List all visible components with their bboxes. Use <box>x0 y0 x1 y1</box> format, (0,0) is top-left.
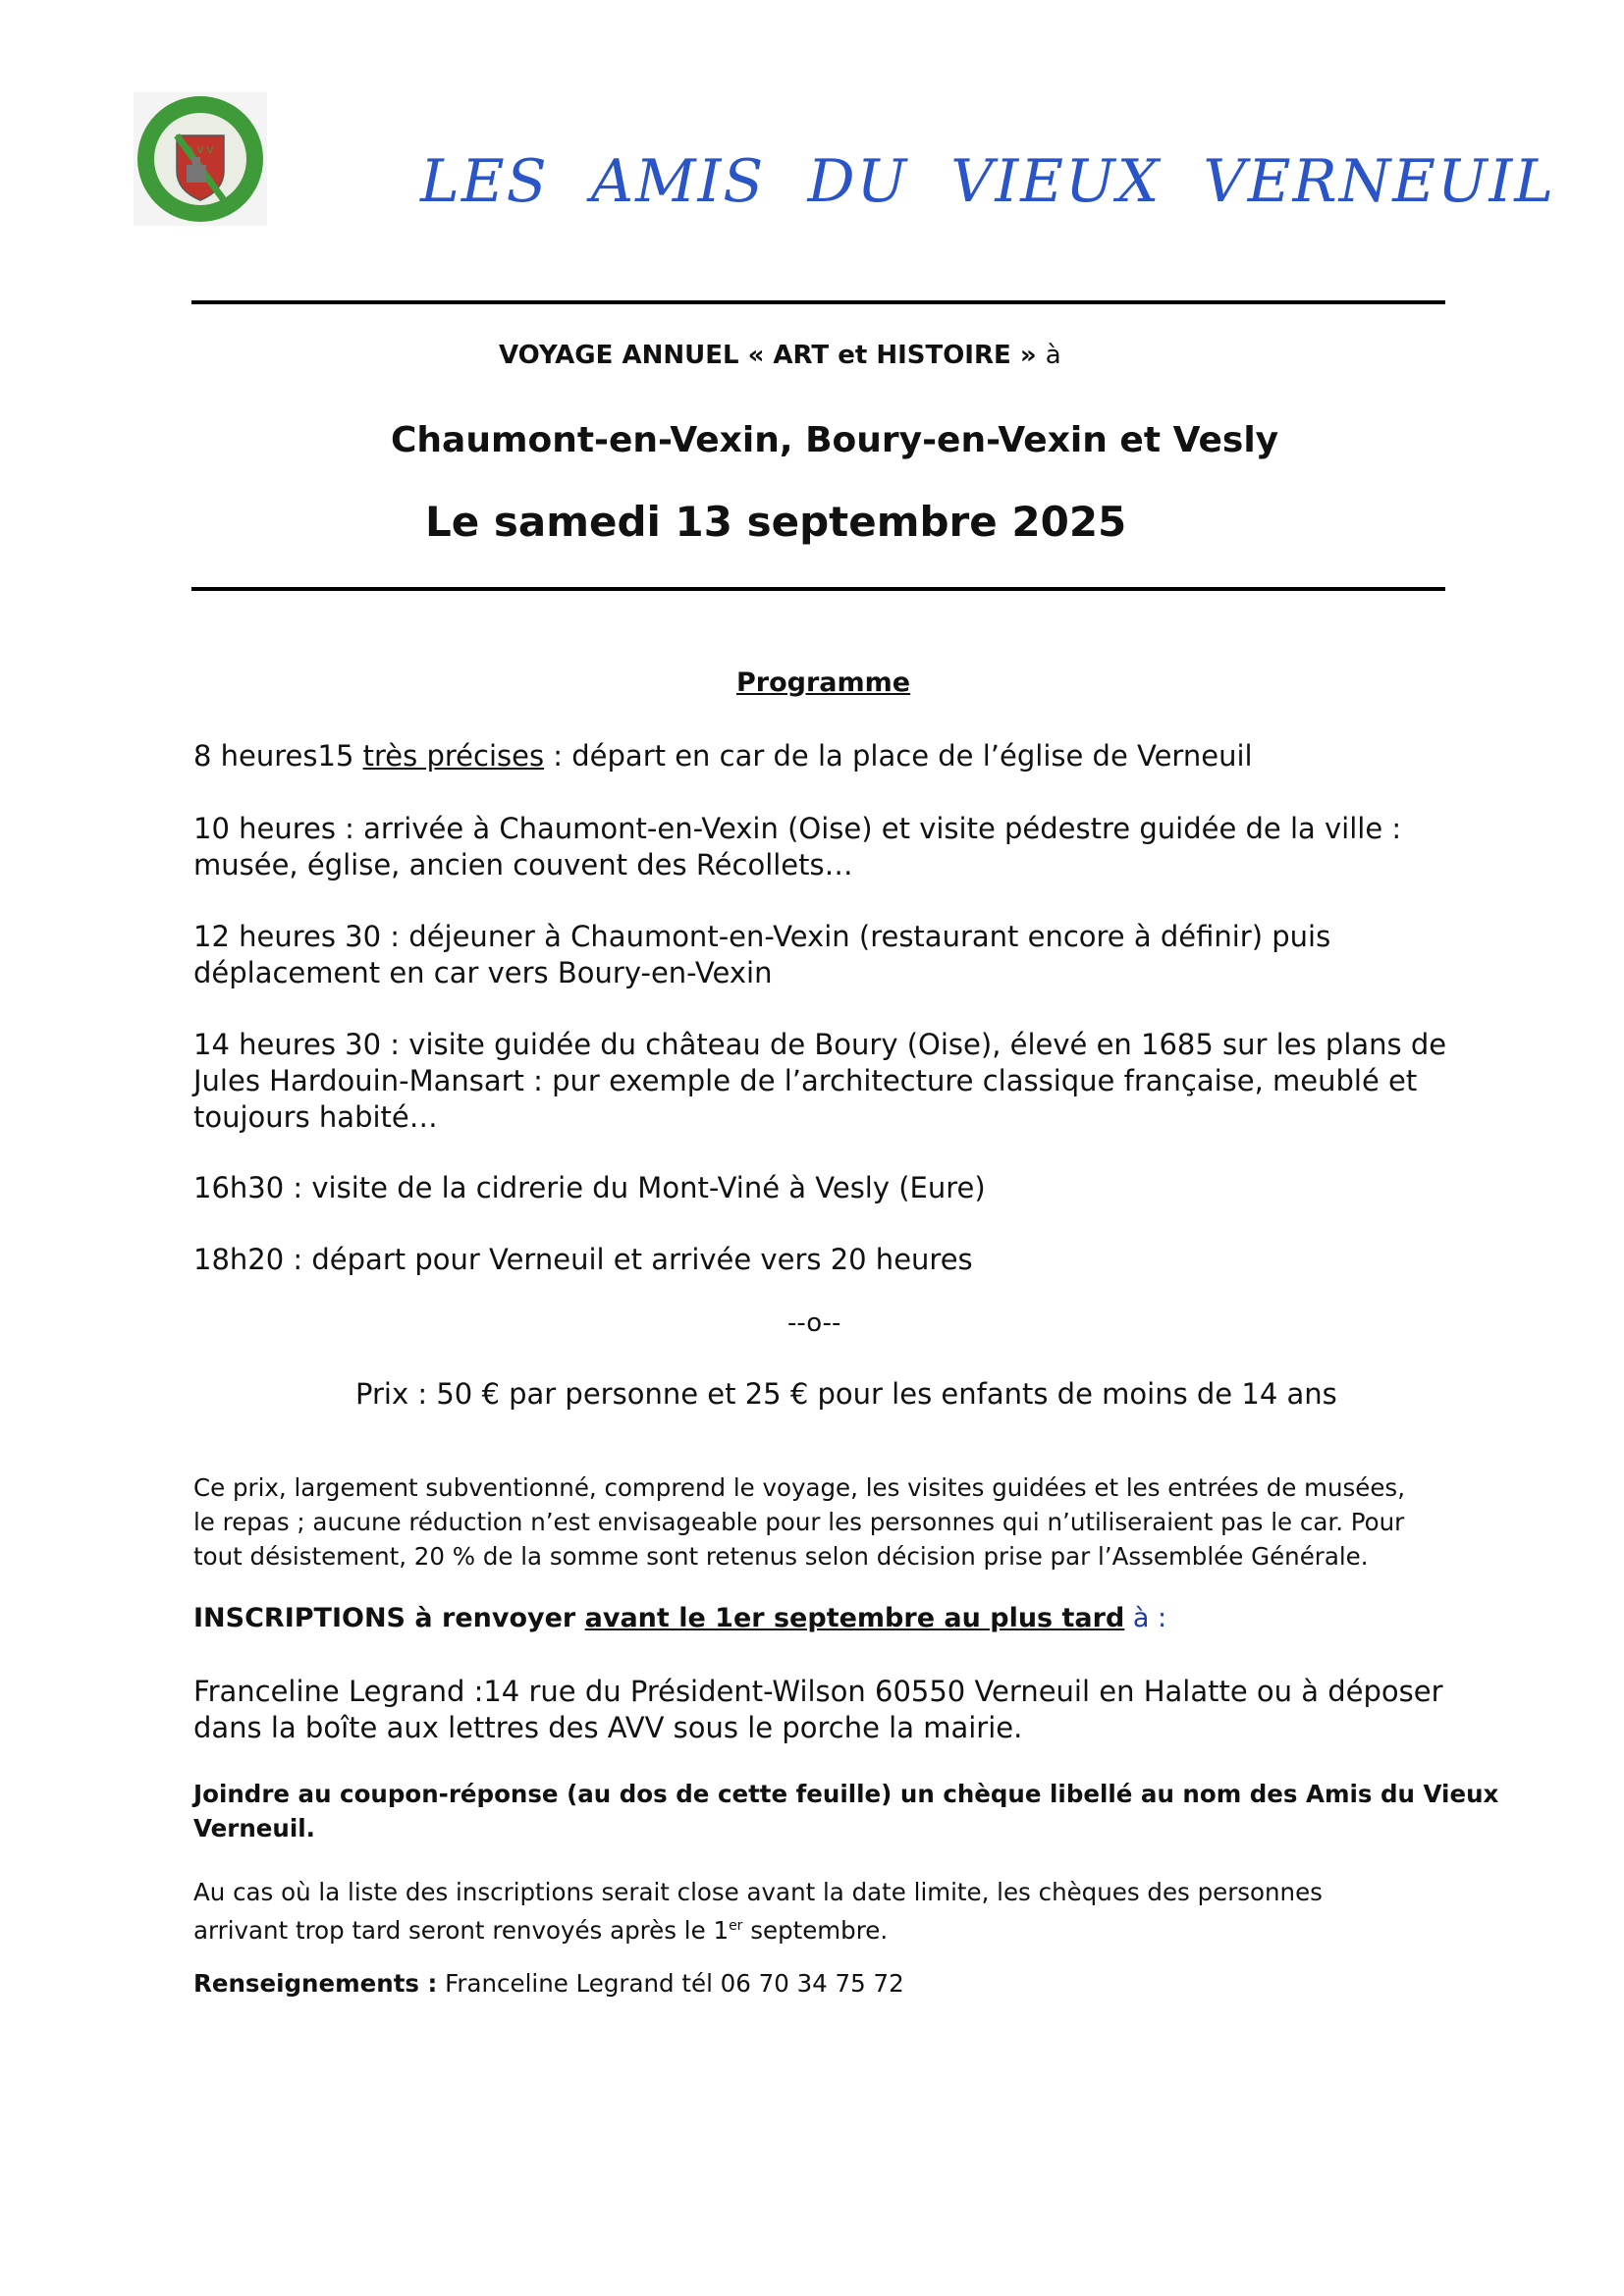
contact-info <box>193 1969 904 1998</box>
item-line: 10 heures : arrivée à Chaumont-en-Vexin (Oise) et visite pédestre guidée de la ville : <box>193 812 1402 845</box>
item-line: toujours habité… <box>193 1100 438 1134</box>
address-line: dans la boîte aux lettres des AVV sous le porche la mairie. <box>193 1711 1023 1744</box>
programme-item-lunch <box>193 919 1330 991</box>
programme-heading: Programme <box>736 667 911 698</box>
item-line: déplacement en car vers Boury-en-Vexin <box>193 956 773 989</box>
payment-instructions <box>193 1777 1498 1845</box>
payment-line: Joindre au coupon-réponse (au dos de cette feuille) un chèque libellé au nom des Amis du Vieux <box>193 1780 1499 1808</box>
programme-item-boury <box>193 1027 1446 1136</box>
price-line: Prix : 50 € par personne et 25 € pour les enfants de moins de 14 ans <box>355 1377 1337 1411</box>
programme-item-chaumont <box>193 811 1401 883</box>
inscriptions-line <box>193 1603 1166 1633</box>
deadline-line: Au cas où la liste des inscriptions serait close avant la date limite, les chèques des personnes <box>193 1878 1323 1906</box>
programme-item-departure <box>193 738 1253 774</box>
conditions-line: Ce prix, largement subventionné, comprend le voyage, les visites guidées et les entrées de musées, <box>193 1473 1405 1502</box>
svg-text:A V V: A V V <box>187 145 214 156</box>
item-line: 12 heures 30 : déjeuner à Chaumont-en-Vexin (restaurant encore à définir) puis <box>193 920 1331 953</box>
separator: --o-- <box>787 1308 841 1338</box>
voyage-label: VOYAGE ANNUEL « ART et HISTOIRE » <box>499 341 1037 370</box>
programme-item-return: 18h20 : départ pour Verneuil et arrivée vers 20 heures <box>193 1243 973 1276</box>
item-emphasis: très précises <box>362 739 545 773</box>
inscriptions-deadline: avant le 1er septembre au plus tard <box>584 1603 1125 1633</box>
inscriptions-label: INSCRIPTIONS à renvoyer <box>193 1603 585 1633</box>
deadline-text: septembre. <box>742 1916 889 1946</box>
voyage-suffix: à <box>1045 341 1061 370</box>
item-line: musée, église, ancien couvent des Récollets… <box>193 848 853 881</box>
top-divider <box>191 300 1445 304</box>
bottom-divider <box>191 587 1445 591</box>
logo-emblem-icon <box>134 92 267 226</box>
trip-date: Le samedi 13 septembre 2025 <box>425 498 1127 546</box>
address-line: Franceline Legrand :14 rue du Président-Wilson 60550 Verneuil en Halatte ou à déposer <box>193 1675 1443 1708</box>
programme-item-cidrerie: 16h30 : visite de la cidrerie du Mont-Viné à Vesly (Eure) <box>193 1171 986 1204</box>
inscriptions-suffix: à : <box>1124 1603 1167 1633</box>
address-paragraph <box>193 1674 1443 1746</box>
contact-label: Renseignements : <box>193 1969 438 1998</box>
deadline-text: arrivant trop tard seront renvoyés après le 1 <box>193 1916 730 1946</box>
voyage-heading <box>499 341 1061 370</box>
contact-value: Franceline Legrand tél 06 70 34 75 72 <box>437 1969 904 1998</box>
item-line: Jules Hardouin-Mansart : pur exemple de l’architecture classique française, meublé et <box>193 1064 1418 1097</box>
association-logo <box>134 92 267 226</box>
destinations: Chaumont-en-Vexin, Boury-en-Vexin et Vesly <box>391 420 1279 460</box>
organization-title: LES AMIS DU VIEUX VERNEUIL <box>420 147 1556 216</box>
deadline-notice <box>193 1875 1323 1948</box>
ordinal-suffix: er <box>729 1918 743 1934</box>
item-time: 8 heures15 <box>193 739 363 773</box>
conditions-paragraph <box>193 1470 1405 1574</box>
item-line: 14 heures 30 : visite guidée du château de Boury (Oise), élevé en 1685 sur les plans de <box>193 1028 1447 1061</box>
conditions-line: le repas ; aucune réduction n’est envisageable pour les personnes qui n’utiliseraient pas le car. Pour <box>193 1508 1405 1536</box>
payment-line: Verneuil. <box>193 1814 315 1842</box>
item-text: : départ en car de la place de l’église de Verneuil <box>544 739 1253 773</box>
deadline-line <box>193 1909 1323 1948</box>
conditions-line: tout désistement, 20 % de la somme sont retenus selon décision prise par l’Assemblée Générale. <box>193 1542 1369 1571</box>
